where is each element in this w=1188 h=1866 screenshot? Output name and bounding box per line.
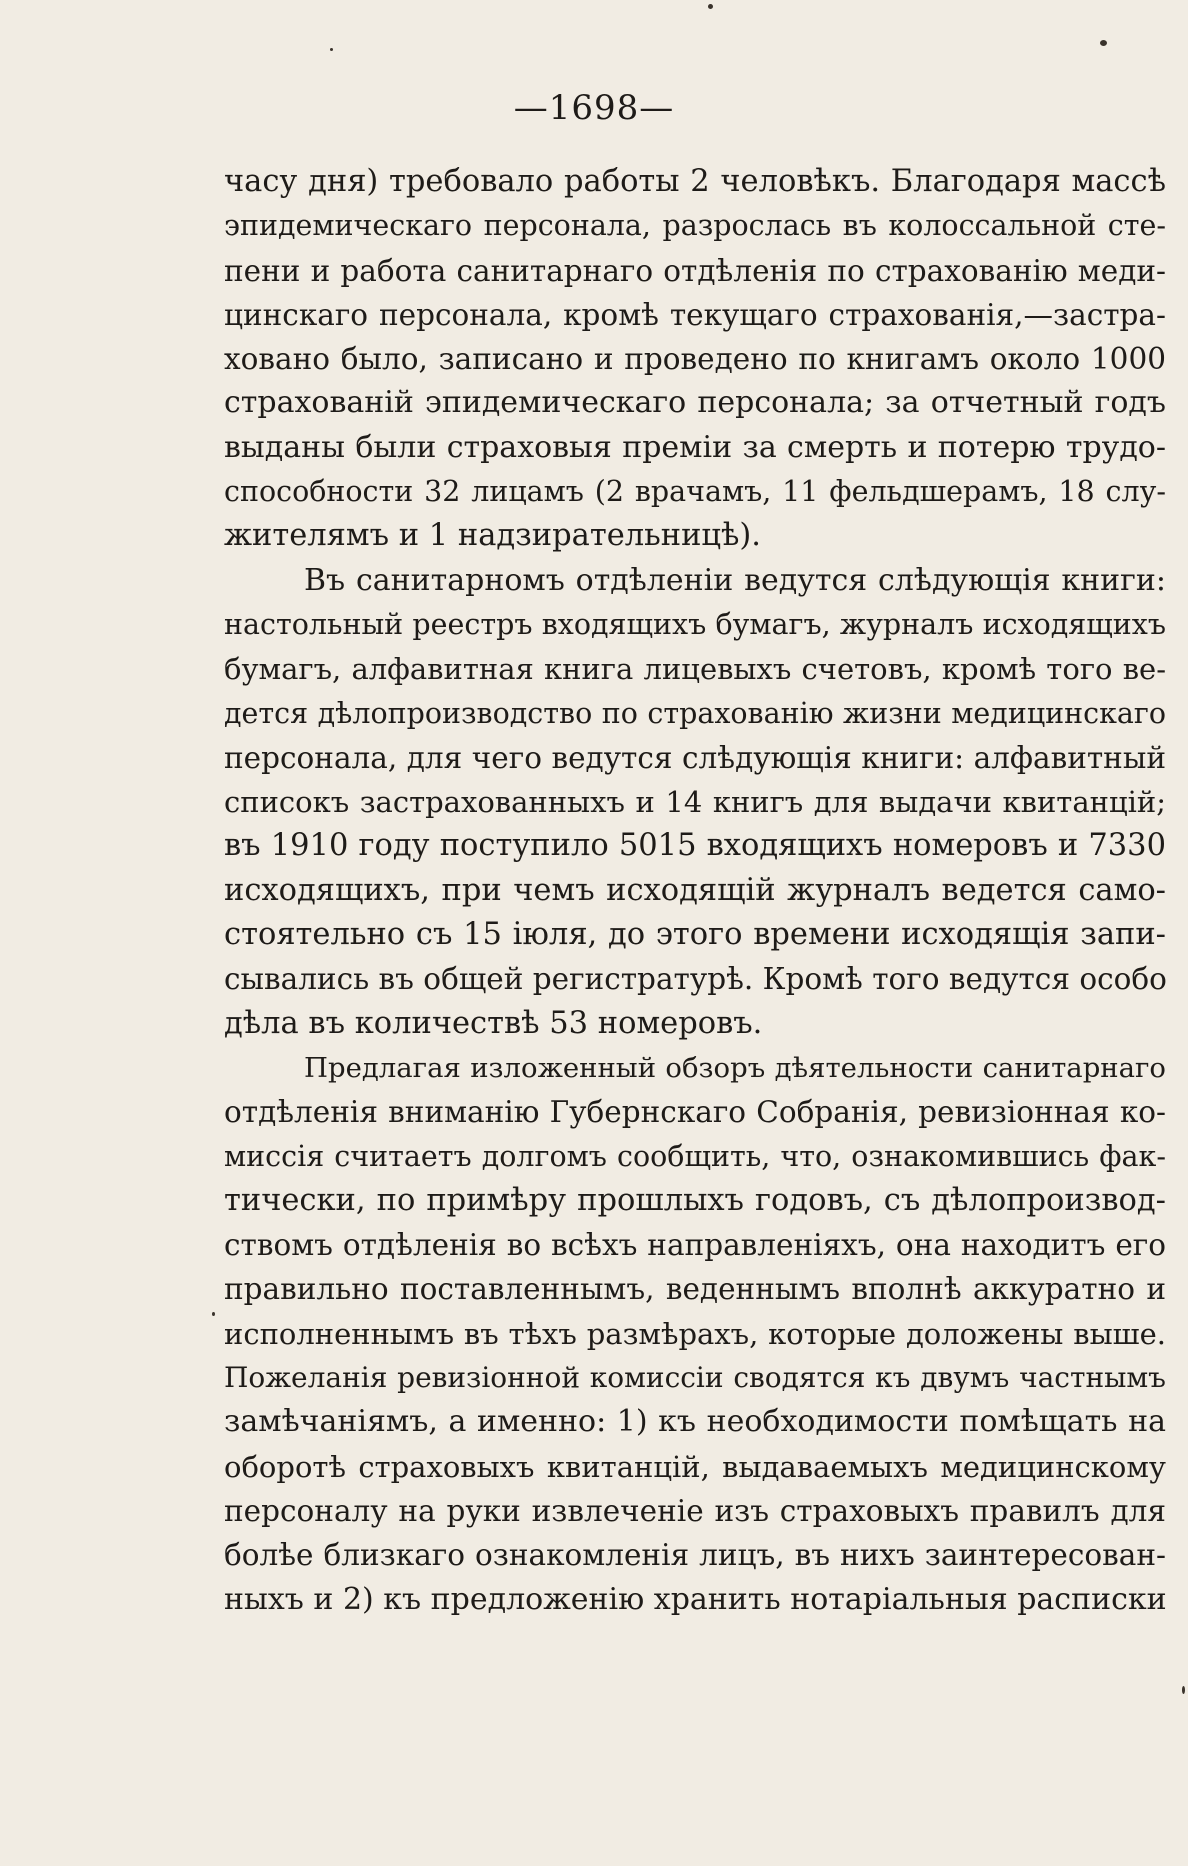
text-line: стоятельно съ 15 іюля, до этого времени исходящія запи- bbox=[224, 917, 1166, 953]
text-line: исполненнымъ въ тѣхъ размѣрахъ, которые доложены выше. bbox=[224, 1316, 1166, 1351]
paper-speck bbox=[330, 48, 333, 51]
paper-speck bbox=[708, 4, 713, 9]
text-line: выданы были страховыя преміи за смерть и потерю трудо- bbox=[224, 429, 1166, 465]
text-line: персоналу на руки извлеченіе изъ страховыхъ правилъ для bbox=[224, 1493, 1166, 1528]
text-line: Предлагая изложенный обзоръ дѣятельности санитарнаго bbox=[304, 1051, 1166, 1084]
text-line: Въ санитарномъ отдѣленіи ведутся слѣдующія книги: bbox=[304, 562, 1166, 598]
text-line: настольный реестръ входящихъ бумагъ, журналъ исходящихъ bbox=[224, 607, 1166, 641]
text-line: тически, по примѣру прошлыхъ годовъ, съ дѣлопроизвод- bbox=[224, 1182, 1166, 1218]
text-line: ныхъ и 2) къ предложенію хранить нотаріальныя расписки bbox=[224, 1581, 1167, 1617]
text-line: дется дѣлопроизводство по страхованію жизни медицинскаго bbox=[224, 696, 1166, 730]
text-line: способности 32 лицамъ (2 врачамъ, 11 фельдшерамъ, 18 слу- bbox=[224, 475, 1166, 509]
paper-speck bbox=[1100, 40, 1107, 46]
text-line: списокъ застрахованныхъ и 14 книгъ для выдачи квитанцій; bbox=[224, 785, 1166, 820]
text-line: въ 1910 году поступило 5015 входящихъ номеровъ и 7330 bbox=[224, 828, 1166, 864]
page-number: —1698— bbox=[513, 88, 675, 128]
text-line: исходящихъ, при чемъ исходящій журналъ ведется само- bbox=[224, 872, 1166, 908]
text-line: эпидемическаго персонала, разрослась въ колоссальной сте- bbox=[224, 209, 1166, 243]
text-line: отдѣленія вниманію Губернскаго Собранія, ревизіонная ко- bbox=[224, 1095, 1166, 1130]
text-line: сывались въ общей регистратурѣ. Кромѣ того ведутся особо bbox=[224, 962, 1167, 997]
paper-speck bbox=[212, 1312, 215, 1316]
text-line: страхованій эпидемическаго персонала; за отчетный годъ bbox=[224, 385, 1166, 421]
text-line: ствомъ отдѣленія во всѣхъ направленіяхъ, она находитъ его bbox=[224, 1228, 1166, 1263]
text-line: ховано было, записано и проведено по книгамъ около 1000 bbox=[224, 342, 1166, 377]
text-line: часу дня) требовало работы 2 человѣкъ. Благодаря массѣ bbox=[224, 164, 1166, 199]
text-line: оборотѣ страховыхъ квитанцій, выдаваемыхъ медицинскому bbox=[224, 1449, 1166, 1484]
text-line: миссія считаетъ долгомъ сообщить, что, ознакомившись фак- bbox=[224, 1139, 1166, 1173]
text-line: бумагъ, алфавитная книга лицевыхъ счетовъ, кромѣ того ве- bbox=[224, 652, 1166, 687]
text-line: Пожеланія ревизіонной комиссіи сводятся къ двумъ частнымъ bbox=[224, 1361, 1166, 1395]
text-line: цинскаго персонала, кромѣ текущаго страхованія,—застра- bbox=[224, 297, 1166, 332]
text-line: пени и работа санитарнаго отдѣленія по страхованію меди- bbox=[224, 253, 1166, 288]
text-line: замѣчаніямъ, а именно: 1) къ необходимости помѣщать на bbox=[224, 1404, 1166, 1440]
body-text bbox=[224, 160, 1166, 1622]
text-line: дѣла въ количествѣ 53 номеровъ. bbox=[224, 1005, 763, 1041]
paper-speck bbox=[1182, 1686, 1185, 1694]
text-line: жителямъ и 1 надзирательницѣ). bbox=[224, 518, 761, 554]
text-line: персонала, для чего ведутся слѣдующія книги: алфавитный bbox=[224, 740, 1166, 775]
text-line: правильно поставленнымъ, веденнымъ вполнѣ аккуратно и bbox=[224, 1272, 1166, 1307]
text-line: болѣе близкаго ознакомленія лицъ, въ нихъ заинтересован- bbox=[224, 1538, 1166, 1573]
